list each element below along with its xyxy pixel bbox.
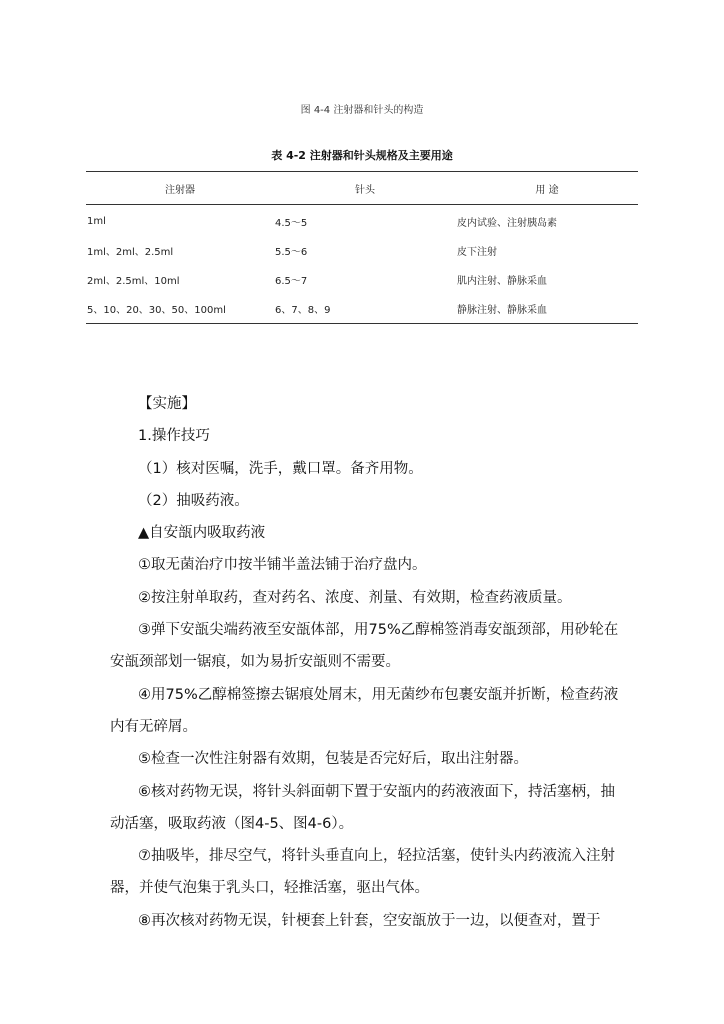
header-needle: 针头 bbox=[355, 184, 375, 196]
section-heading: 【实施】 bbox=[138, 396, 196, 412]
list-item: ⑦抽吸毕，排尽空气，将针头垂直向上，轻拉活塞，使针头内药液流入注射器，并使气泡集于乳头口，轻推活塞，驱出气体。 bbox=[110, 848, 615, 897]
cell-needle: 4.5～5 bbox=[275, 218, 308, 229]
cell-usage: 肌内注射、静脉采血 bbox=[457, 276, 547, 287]
list-item: ⑥核对药物无误，将针头斜面朝下置于安瓿内的药液液面下，持活塞柄，抽动活塞，吸取药液（图4-5、图4-6）。 bbox=[110, 783, 615, 832]
step-2: （2）抽吸药液。 bbox=[138, 492, 249, 509]
table-row bbox=[86, 205, 638, 237]
list-item: ①取无菌治疗巾按半铺半盖法铺于治疗盘内。 bbox=[138, 557, 427, 574]
figure-caption: 图 4-4 注射器和针头的构造 bbox=[300, 105, 424, 116]
cell-syringe: 1ml bbox=[87, 216, 106, 227]
section-subheading: 1.操作技巧 bbox=[138, 428, 210, 445]
body-text bbox=[110, 388, 620, 937]
cell-needle: 6.5～7 bbox=[275, 276, 308, 287]
spec-table bbox=[86, 171, 638, 324]
table-row bbox=[86, 236, 638, 265]
list-item: ⑤检查一次性注射器有效期，包装是否完好后，取出注射器。 bbox=[138, 751, 528, 768]
list-item: ③弹下安瓿尖端药液至安瓿体部，用75%乙醇棉签消毒安瓿颈部，用砂轮在安瓿颈部划一锯痕，如为易折安瓿则不需要。 bbox=[110, 622, 619, 671]
cell-syringe: 2ml、2.5ml、10ml bbox=[87, 276, 180, 287]
cell-needle: 6、7、8、9 bbox=[275, 305, 331, 316]
table-row bbox=[86, 294, 638, 324]
cell-usage: 皮内试验、注射胰岛素 bbox=[457, 218, 557, 229]
header-syringe: 注射器 bbox=[165, 184, 195, 196]
list-item: ④用75%乙醇棉签擦去锯痕处屑末，用无菌纱布包裹安瓿并折断，检查药液内有无碎屑。 bbox=[110, 686, 619, 735]
list-item: ⑧再次核对药物无误，针梗套上针套，空安瓿放于一边，以便查对，置于 bbox=[138, 912, 601, 929]
table-header-row bbox=[86, 172, 638, 205]
cell-usage: 静脉注射、静脉采血 bbox=[457, 305, 547, 316]
cell-syringe: 5、10、20、30、50、100ml bbox=[87, 305, 226, 316]
step-1: （1）核对医嘱，洗手，戴口罩。备齐用物。 bbox=[138, 460, 423, 477]
cell-usage: 皮下注射 bbox=[457, 247, 497, 258]
cell-syringe: 1ml、2ml、2.5ml bbox=[87, 247, 174, 258]
method-heading: ▲自安瓿内吸取药液 bbox=[138, 525, 266, 542]
cell-needle: 5.5～6 bbox=[275, 247, 308, 258]
table-row bbox=[86, 265, 638, 294]
list-item: ②按注射单取药，查对药名、浓度、剂量、有效期，检查药液质量。 bbox=[138, 589, 572, 606]
header-usage: 用 途 bbox=[535, 184, 559, 196]
table-title: 表 4-2 注射器和针头规格及主要用途 bbox=[271, 149, 453, 162]
